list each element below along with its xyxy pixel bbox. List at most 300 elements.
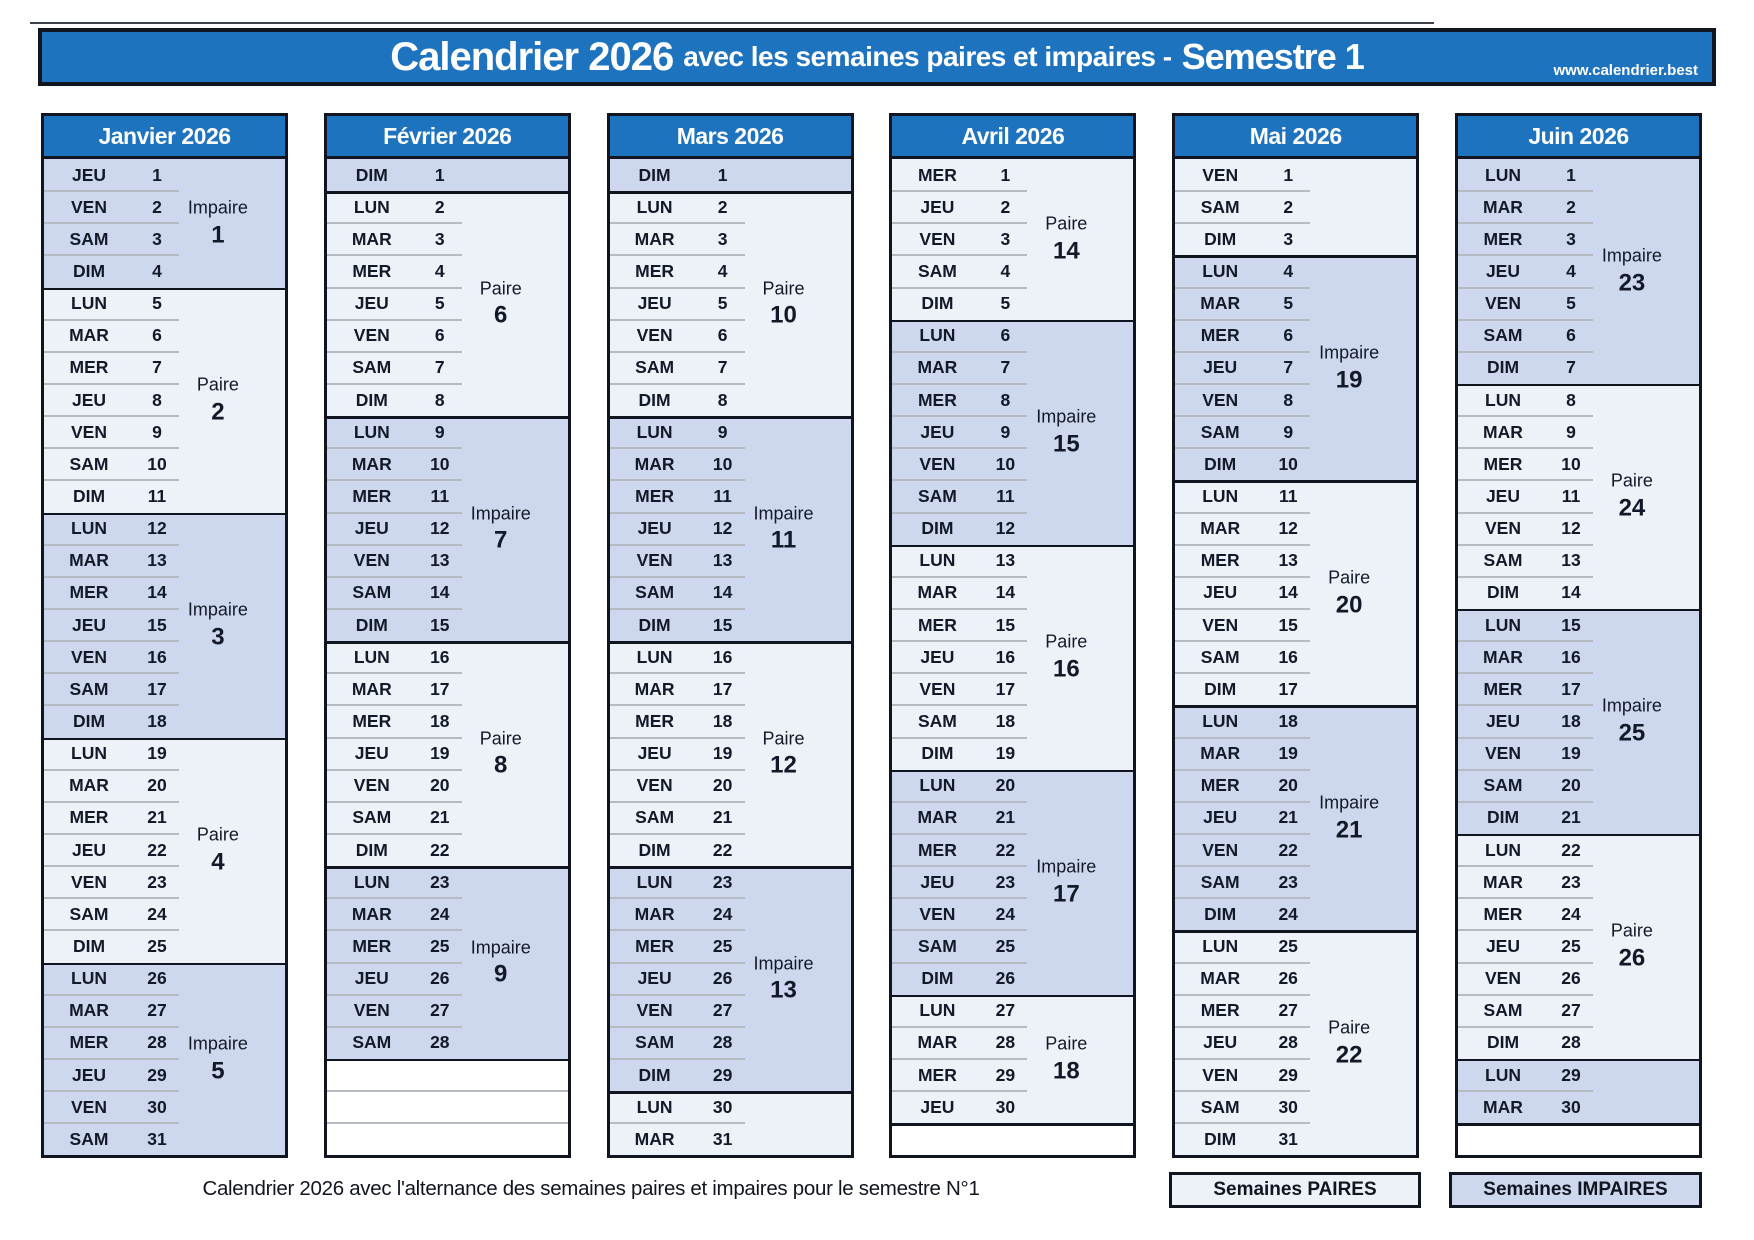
week-block-24 [1458, 384, 1699, 609]
day-number: 13 [712, 550, 733, 571]
week-block-15 [892, 320, 1133, 545]
day-row [327, 1027, 568, 1059]
day-name-label: JEU [354, 743, 389, 764]
day-name-label: LUN [71, 968, 107, 989]
day-number: 12 [1278, 518, 1298, 539]
day-number: 10 [1278, 453, 1298, 474]
week-parity-label [1003, 1033, 1129, 1084]
week-parity-text: Paire [1328, 1017, 1371, 1038]
day-name-label: SAM [69, 903, 109, 924]
day-number: 4 [1283, 260, 1294, 281]
week-parity-text: Impaire [1319, 342, 1380, 363]
day-number: 31 [712, 1128, 733, 1149]
day-name-label: MER [917, 614, 957, 635]
day-row [1458, 159, 1699, 191]
day-number: 28 [712, 1032, 733, 1053]
week-parity-label [438, 937, 564, 988]
day-row [44, 288, 285, 320]
day-name-label: SAM [69, 453, 109, 474]
day-row [610, 1027, 851, 1059]
day-name-label: VEN [353, 325, 390, 346]
day-row [892, 995, 1133, 1027]
day-row [1458, 577, 1699, 609]
day-name-label: DIM [921, 743, 954, 764]
week-number: 24 [1618, 494, 1646, 522]
day-number: 17 [712, 678, 733, 699]
day-name-label: MAR [917, 1032, 958, 1053]
day-number: 23 [147, 871, 167, 892]
week-parity-text: Impaire [753, 502, 814, 523]
week-parity-label [1569, 471, 1695, 522]
week-block [1458, 1059, 1699, 1123]
day-number: 3 [434, 228, 445, 249]
day-number: 10 [1561, 453, 1581, 474]
day-number: 4 [1566, 260, 1576, 281]
day-name-label: JEU [1203, 1032, 1238, 1053]
day-name-label: VEN [353, 775, 390, 796]
day-number: 27 [712, 1000, 733, 1021]
week-block-23 [1458, 159, 1699, 384]
day-row [44, 448, 285, 480]
day-row [610, 577, 851, 609]
day-number: 15 [147, 614, 167, 635]
day-name-label: JEU [71, 389, 107, 410]
week-parity-text: Paire [1328, 567, 1371, 588]
day-number: 8 [152, 389, 162, 410]
empty-row [1458, 1123, 1699, 1155]
day-name-label: MAR [917, 582, 958, 603]
week-block-19 [1175, 255, 1416, 480]
day-name-label: LUN [636, 421, 673, 442]
day-row [327, 223, 568, 255]
day-name-label: SAM [635, 1032, 675, 1053]
week-number: 5 [211, 1056, 225, 1084]
week-parity-text: Paire [1045, 1033, 1088, 1054]
week-number: 22 [1335, 1040, 1363, 1068]
day-row [1175, 159, 1416, 191]
day-name-label: VEN [1484, 968, 1521, 989]
week-block [1175, 159, 1416, 255]
day-number: 25 [995, 935, 1016, 956]
day-row [1175, 898, 1416, 930]
day-number: 23 [1561, 871, 1581, 892]
day-name-label: SAM [1200, 196, 1240, 217]
day-number: 6 [1000, 325, 1011, 346]
day-row [610, 448, 851, 480]
day-number: 6 [1283, 325, 1294, 346]
day-number: 18 [430, 710, 450, 731]
day-name-label: JEU [1485, 710, 1520, 731]
day-number: 16 [712, 646, 733, 667]
day-number: 24 [430, 903, 450, 924]
day-number: 26 [1561, 968, 1581, 989]
month-header: Janvier 2026 [44, 116, 285, 159]
day-name-label: MAR [351, 453, 392, 474]
day-row [44, 1091, 285, 1123]
day-name-label: VEN [71, 196, 107, 217]
day-name-label: LUN [1485, 164, 1521, 185]
day-number: 17 [1278, 678, 1298, 699]
day-number: 12 [147, 518, 167, 539]
day-name-label: SAM [352, 357, 392, 378]
week-number: 21 [1335, 815, 1363, 843]
day-row [327, 159, 568, 191]
day-row [1175, 191, 1416, 223]
day-row [892, 288, 1133, 320]
day-name-label: VEN [636, 775, 673, 796]
day-name-label: MER [917, 389, 957, 410]
day-name-label: MAR [634, 228, 675, 249]
day-name-label: MER [352, 710, 392, 731]
day-number: 22 [1278, 839, 1298, 860]
day-name-label: SAM [917, 260, 957, 281]
week-block-26 [1458, 834, 1699, 1059]
day-name-label: SAM [1200, 871, 1240, 892]
day-name-label: VEN [1202, 164, 1239, 185]
day-name-label: DIM [72, 485, 106, 506]
day-number: 12 [712, 518, 733, 539]
day-number: 7 [434, 357, 445, 378]
day-name-label: SAM [917, 935, 957, 956]
website-link[interactable]: www.calendrier.best [1553, 62, 1698, 79]
day-name-label: MER [635, 935, 675, 956]
day-name-label: SAM [1483, 1000, 1523, 1021]
day-name-label: MER [635, 260, 675, 281]
day-name-label: MAR [917, 357, 958, 378]
day-row [892, 159, 1133, 191]
top-divider-line [30, 22, 1434, 24]
day-name-label: MER [1200, 325, 1240, 346]
day-row [610, 416, 851, 448]
day-row [1458, 866, 1699, 898]
day-row [1175, 866, 1416, 898]
day-number: 23 [430, 871, 450, 892]
day-name-label: JEU [71, 164, 107, 185]
week-number: 10 [770, 301, 797, 329]
week-parity-text: Impaire [1319, 792, 1380, 813]
day-name-label: DIM [355, 389, 388, 410]
day-name-label: VEN [919, 903, 956, 924]
day-name-label: SAM [1483, 775, 1523, 796]
day-name-label: LUN [353, 871, 390, 892]
day-number: 5 [717, 293, 728, 314]
day-row [892, 513, 1133, 545]
day-number: 13 [995, 550, 1016, 571]
day-name-label: JEU [1485, 260, 1520, 281]
day-name-label: MER [352, 260, 392, 281]
week-parity-text: Paire [1610, 920, 1653, 941]
day-number: 28 [1278, 1032, 1298, 1053]
day-name-label: MAR [351, 678, 392, 699]
day-name-label: VEN [1202, 614, 1239, 635]
day-number: 30 [712, 1096, 733, 1117]
week-parity-text: Paire [1045, 631, 1088, 652]
day-number: 20 [712, 775, 733, 796]
day-row [44, 738, 285, 770]
day-row [1175, 480, 1416, 512]
day-name-label: LUN [71, 293, 107, 314]
day-row [892, 930, 1133, 962]
week-parity-label [720, 278, 846, 329]
day-name-label: MER [1200, 550, 1240, 571]
day-name-label: LUN [1202, 260, 1239, 281]
day-row [1175, 513, 1416, 545]
day-name-label: SAM [352, 807, 392, 828]
day-name-label: JEU [637, 743, 672, 764]
week-parity-text: Paire [1610, 470, 1653, 491]
day-number: 3 [1566, 228, 1576, 249]
legend-even-weeks: Semaines PAIRES [1169, 1172, 1421, 1208]
day-number: 3 [1000, 228, 1011, 249]
day-name-label: MER [69, 1032, 109, 1053]
day-row [610, 673, 851, 705]
day-number: 21 [430, 807, 450, 828]
day-name-label: MER [1483, 453, 1523, 474]
week-parity-text: Paire [479, 277, 522, 298]
day-number: 14 [147, 582, 167, 603]
day-row [610, 352, 851, 384]
month-header: Avril 2026 [892, 116, 1133, 159]
day-name-label: JEU [71, 839, 107, 860]
day-number: 9 [1283, 421, 1294, 442]
day-number: 9 [717, 421, 728, 442]
day-number: 3 [152, 228, 162, 249]
day-number: 5 [1566, 293, 1576, 314]
day-name-label: JEU [354, 293, 389, 314]
day-row [610, 384, 851, 416]
day-number: 2 [434, 196, 445, 217]
day-number: 5 [434, 293, 445, 314]
month-header: Juin 2026 [1458, 116, 1699, 159]
day-name-label: VEN [1484, 518, 1521, 539]
day-name-label: VEN [636, 550, 673, 571]
day-name-label: SAM [69, 678, 109, 699]
day-number: 2 [1283, 196, 1294, 217]
week-number: 11 [770, 526, 797, 554]
day-name-label: SAM [635, 807, 675, 828]
day-number: 13 [147, 550, 167, 571]
day-name-label: SAM [917, 710, 957, 731]
empty-row [327, 1059, 568, 1091]
day-name-label: MAR [69, 775, 109, 796]
week-number: 14 [1052, 237, 1080, 265]
day-number: 18 [147, 710, 167, 731]
day-number: 17 [1561, 678, 1581, 699]
day-number: 2 [717, 196, 728, 217]
day-number: 2 [152, 196, 162, 217]
day-number: 16 [1561, 646, 1581, 667]
day-number: 18 [1278, 710, 1298, 731]
day-number: 19 [147, 743, 167, 764]
day-number: 15 [430, 614, 450, 635]
week-parity-label [1286, 1017, 1412, 1068]
day-row [892, 802, 1133, 834]
day-row [1458, 802, 1699, 834]
day-row [1175, 255, 1416, 287]
day-number: 30 [147, 1096, 167, 1117]
week-parity-label [720, 503, 846, 554]
day-number: 25 [1561, 935, 1581, 956]
day-number: 29 [1278, 1064, 1298, 1085]
day-number: 19 [430, 743, 450, 764]
day-row [892, 577, 1133, 609]
day-name-label: VEN [71, 1096, 107, 1117]
day-number: 19 [995, 743, 1016, 764]
week-number: 25 [1618, 719, 1646, 747]
day-number: 8 [1283, 389, 1294, 410]
day-name-label: MAR [351, 903, 392, 924]
day-row [44, 159, 285, 191]
day-number: 12 [430, 518, 450, 539]
day-number: 14 [1278, 582, 1298, 603]
day-row [44, 770, 285, 802]
day-name-label: JEU [920, 871, 955, 892]
day-number: 7 [152, 357, 162, 378]
day-row [327, 866, 568, 898]
week-block-11 [610, 416, 851, 641]
day-name-label: LUN [353, 196, 390, 217]
week-parity-text: Impaire [753, 952, 814, 973]
day-name-label: MAR [69, 550, 109, 571]
day-row [1458, 320, 1699, 352]
week-parity-text: Impaire [470, 936, 531, 957]
day-number: 15 [995, 614, 1016, 635]
week-parity-label [155, 599, 281, 650]
day-name-label: MAR [1200, 293, 1241, 314]
week-parity-text: Impaire [187, 197, 248, 218]
week-number: 3 [211, 623, 225, 651]
week-parity-text: Paire [196, 824, 239, 845]
day-name-label: MAR [634, 678, 675, 699]
day-name-label: JEU [920, 421, 955, 442]
week-parity-label [1003, 857, 1129, 908]
day-name-label: DIM [1204, 903, 1237, 924]
day-name-label: MER [1483, 228, 1523, 249]
week-block-13 [610, 866, 851, 1091]
day-number: 22 [995, 839, 1016, 860]
day-number: 24 [995, 903, 1016, 924]
day-name-label: MER [69, 357, 109, 378]
day-number: 17 [995, 678, 1016, 699]
day-number: 6 [434, 325, 445, 346]
month-column [1455, 113, 1702, 1158]
month-header: Mai 2026 [1175, 116, 1416, 159]
day-name-label: DIM [638, 1064, 671, 1085]
month-column [41, 113, 288, 1158]
day-number: 18 [712, 710, 733, 731]
week-parity-label [720, 953, 846, 1004]
day-row [1175, 416, 1416, 448]
week-parity-label [155, 374, 281, 425]
week-block-22 [1175, 930, 1416, 1155]
day-row [44, 513, 285, 545]
day-name-label: VEN [919, 228, 956, 249]
day-row [610, 609, 851, 641]
week-block-14 [892, 159, 1133, 320]
week-parity-text: Paire [479, 727, 522, 748]
day-name-label: MAR [917, 807, 958, 828]
day-number: 17 [147, 678, 167, 699]
day-name-label: MAR [1483, 421, 1523, 442]
month-column [1172, 113, 1419, 1158]
day-number: 16 [995, 646, 1016, 667]
day-name-label: DIM [72, 260, 106, 281]
day-number: 29 [1561, 1064, 1581, 1085]
day-number: 14 [1561, 582, 1581, 603]
day-number: 7 [717, 357, 728, 378]
day-name-label: MAR [69, 1000, 109, 1021]
week-number: 20 [1335, 590, 1363, 618]
day-number: 14 [430, 582, 450, 603]
day-row [44, 705, 285, 737]
empty-week-block [327, 1059, 568, 1155]
day-name-label: VEN [1202, 1064, 1239, 1085]
week-parity-label [720, 728, 846, 779]
week-parity-text: Impaire [187, 1033, 248, 1054]
day-name-label: DIM [921, 518, 954, 539]
day-number: 15 [1278, 614, 1298, 635]
day-number: 30 [1278, 1096, 1298, 1117]
day-name-label: JEU [920, 646, 955, 667]
day-name-label: SAM [352, 1032, 392, 1053]
week-number: 18 [1052, 1056, 1080, 1084]
day-name-label: JEU [71, 1064, 107, 1085]
day-name-label: DIM [1486, 582, 1520, 603]
day-name-label: MER [1200, 1000, 1240, 1021]
month-column [607, 113, 854, 1158]
day-number: 21 [1278, 807, 1298, 828]
day-number: 27 [1561, 1000, 1581, 1021]
day-name-label: MAR [1200, 518, 1241, 539]
day-number: 25 [712, 935, 733, 956]
week-number: 12 [770, 751, 797, 779]
day-number: 11 [713, 485, 732, 506]
day-row [327, 416, 568, 448]
day-name-label: JEU [1203, 582, 1238, 603]
day-row [892, 1091, 1133, 1123]
week-block-1 [44, 159, 285, 288]
day-number: 6 [152, 325, 162, 346]
day-name-label: LUN [919, 325, 956, 346]
legend-odd-weeks: Semaines IMPAIRES [1449, 1172, 1702, 1208]
week-block-4 [44, 738, 285, 963]
day-row [1175, 1091, 1416, 1123]
day-number: 8 [1566, 389, 1576, 410]
day-name-label: LUN [636, 871, 673, 892]
day-name-label: SAM [1200, 646, 1240, 667]
day-name-label: JEU [1203, 807, 1238, 828]
day-row [327, 384, 568, 416]
day-number: 1 [1283, 164, 1294, 185]
day-row [44, 545, 285, 577]
day-name-label: DIM [1204, 453, 1237, 474]
day-name-label: MAR [634, 1128, 675, 1149]
day-name-label: VEN [919, 678, 956, 699]
day-number: 13 [1278, 550, 1298, 571]
day-name-label: MER [917, 1064, 957, 1085]
week-parity-label [155, 1033, 281, 1084]
day-number: 8 [717, 389, 728, 410]
day-row [892, 770, 1133, 802]
day-number: 8 [434, 389, 445, 410]
day-number: 1 [717, 164, 728, 185]
day-name-label: LUN [71, 518, 107, 539]
day-name-label: MAR [1483, 871, 1523, 892]
day-row [892, 545, 1133, 577]
week-number: 1 [211, 221, 225, 249]
week-block-16 [892, 545, 1133, 770]
week-parity-label [438, 503, 564, 554]
